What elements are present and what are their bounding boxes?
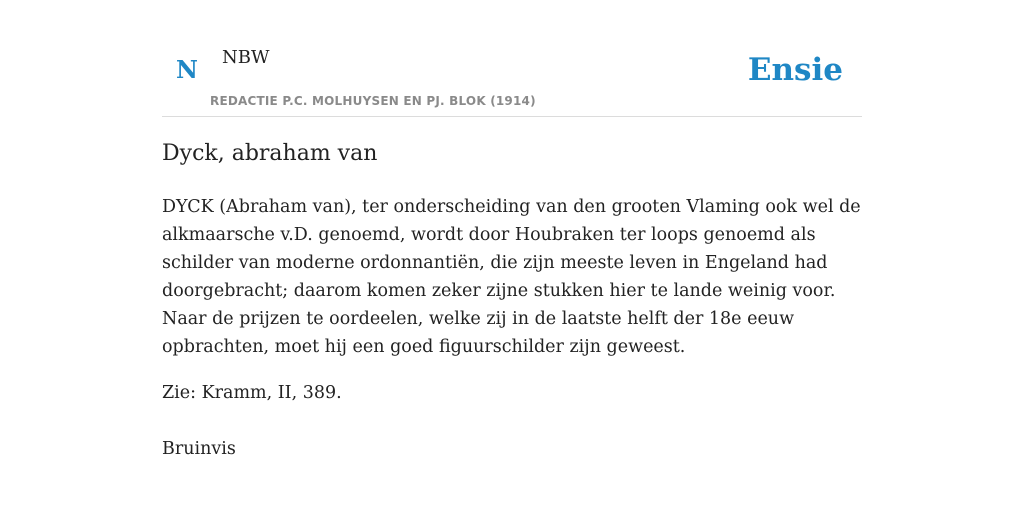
ensie-logo-link[interactable]: Ensie xyxy=(747,52,843,88)
article-reference: Zie: Kramm, II, 389. xyxy=(162,383,342,403)
article-body: DYCK (Abraham van), ter onderscheiding van den grooten Vlaming ook wel de alkmaarsche v.D. genoemd, wordt door Houbraken ter loops genoemd als schilder van moderne ordonnantiën, die zijn meeste leven in Engeland had doorgebracht; daarom komen zeker zijne stukken hier te lande weinig voor. Naar de prijzen te oordeelen, welke zij in de laatste helft der 18e eeuw opbrachten, moet hij een goed figuurschilder zijn geweest. xyxy=(162,197,861,357)
article xyxy=(162,138,862,463)
source-logo[interactable]: N xyxy=(176,55,198,84)
source-editors: REDACTIE P.C. MOLHUYSEN EN PJ. BLOK (1914) xyxy=(210,94,536,108)
article-author: Bruinvis xyxy=(162,439,236,459)
header xyxy=(162,0,862,117)
article-title: Dyck, abraham van xyxy=(162,141,378,166)
source-name[interactable]: NBW xyxy=(222,47,270,68)
